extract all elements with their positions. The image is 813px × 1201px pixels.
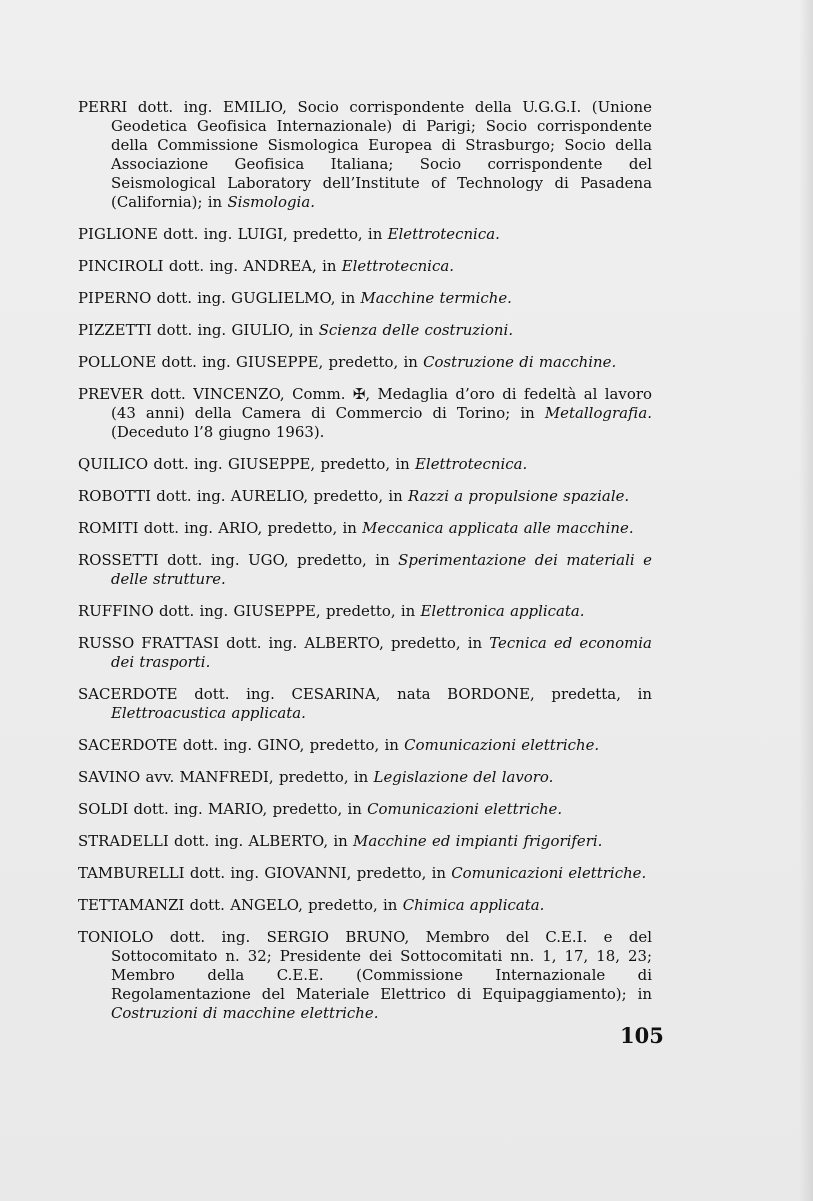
entry-subject: Elettrotecnica. <box>415 455 528 473</box>
entry-first-name: GIOVANNI, <box>264 864 352 882</box>
entry-title: dott. ing. <box>226 634 298 652</box>
directory-entry <box>78 864 652 883</box>
entry-surname: SAVINO <box>78 768 141 786</box>
entry-title: dott. ing. <box>182 736 253 754</box>
entry-title: dott. ing. <box>161 353 231 371</box>
entry-surname: RUFFINO <box>78 602 154 620</box>
entry-detail: predetto, in <box>328 353 418 371</box>
entry-first-name: GIUSEPPE, <box>236 353 324 371</box>
entry-detail: predetto, in <box>313 487 403 505</box>
entry-subject: Elettronica applicata. <box>420 602 585 620</box>
directory-entry <box>78 455 652 474</box>
entry-first-name: ALBERTO, <box>304 634 384 652</box>
entry-first-name: GUGLIELMO, <box>231 289 336 307</box>
entry-subject: Scienza delle costruzioni. <box>318 321 514 339</box>
entry-surname: PERRI <box>78 98 128 116</box>
entry-subject: Elettrotecnica. <box>341 257 454 275</box>
entry-detail: nata BORDONE, predetta, in <box>397 685 652 703</box>
directory-entry <box>78 896 652 915</box>
entry-first-name: AURELIO, <box>230 487 309 505</box>
entry-title: dott. ing. <box>194 685 275 703</box>
entry-surname: PIZZETTI <box>78 321 152 339</box>
entry-surname: ROSSETTI <box>78 551 159 569</box>
directory-entry <box>78 551 652 589</box>
entry-surname: POLLONE <box>78 353 157 371</box>
directory-entry <box>78 832 652 851</box>
directory-entry <box>78 928 652 1023</box>
entry-subject: Elettroacustica applicata. <box>111 704 306 722</box>
entry-subject: Legislazione del lavoro. <box>373 768 554 786</box>
directory-entry <box>78 353 652 372</box>
entry-subject: Macchine ed impianti frigoriferi. <box>353 832 603 850</box>
directory-entry <box>78 487 652 506</box>
entry-surname: PINCIROLI <box>78 257 164 275</box>
entry-subject: Costruzione di macchine. <box>423 353 617 371</box>
entry-first-name: ARIO, <box>218 519 263 537</box>
entry-detail-after: (Deceduto l’8 giugno 1963). <box>111 423 325 441</box>
entry-first-name: GIULIO, <box>231 321 294 339</box>
entry-first-name: GINO, <box>257 736 305 754</box>
page-edge-shadow <box>799 0 813 1201</box>
entry-first-name: MARIO, <box>208 800 268 818</box>
entry-subject: Macchine termiche. <box>360 289 512 307</box>
entry-surname: PIGLIONE <box>78 225 158 243</box>
entry-first-name: SERGIO BRUNO, <box>266 928 410 946</box>
entry-surname: TONIOLO <box>78 928 154 946</box>
page-number: 105 <box>620 1023 664 1048</box>
entry-title: dott. ing. <box>174 832 244 850</box>
entry-surname: SACERDOTE <box>78 685 178 703</box>
entry-title: dott. ing. <box>153 455 223 473</box>
entry-surname: RUSSO FRATTASI <box>78 634 220 652</box>
entry-subject: Comunicazioni elettriche. <box>367 800 563 818</box>
entry-first-name: GIUSEPPE, <box>233 602 321 620</box>
entry-detail: in <box>299 321 314 339</box>
entry-subject: Comunicazioni elettriche. <box>404 736 600 754</box>
entry-subject: Comunicazioni elettriche. <box>451 864 647 882</box>
entry-detail: predetto, in <box>325 602 416 620</box>
entry-title: dott. ing. <box>189 864 260 882</box>
entry-subject: Elettrotecnica. <box>387 225 500 243</box>
entry-surname: SOLDI <box>78 800 129 818</box>
entry-first-name: CESARINA, <box>291 685 381 703</box>
entry-first-name: ANDREA, <box>243 257 317 275</box>
entry-title: dott. ing. <box>133 800 203 818</box>
entry-first-name: LUIGI, <box>237 225 288 243</box>
directory-entry <box>78 289 652 308</box>
entry-detail: predetto, in <box>320 455 410 473</box>
entry-title: dott. <box>150 385 186 403</box>
entry-title: dott. ing. <box>156 487 226 505</box>
entry-detail: predetto, in <box>309 736 399 754</box>
entry-detail: Membro del C.E.I. e del Sottocomitato n. 32; Presidente dei Sottocomitati nn. 1, 17, 18, 23; Membro della C.E.E. (Commissione Internazionale di Regolamentazione del Materiale Elettrico di Equipaggiamento); in <box>111 928 653 1003</box>
entry-surname: SACERDOTE <box>78 736 178 754</box>
directory-entry-list <box>78 98 652 1036</box>
entry-subject: Costruzioni di macchine elettriche. <box>111 1004 379 1022</box>
directory-entry <box>78 98 652 212</box>
entry-detail: predetto, in <box>308 896 398 914</box>
directory-entry <box>78 602 652 621</box>
entry-subject: Tecnica ed economia dei trasporti. <box>111 634 652 671</box>
entry-surname: QUILICO <box>78 455 149 473</box>
directory-entry <box>78 225 652 244</box>
entry-title: dott. ing. <box>156 321 227 339</box>
entry-surname: PREVER <box>78 385 144 403</box>
entry-detail: predetto, in <box>272 800 362 818</box>
entry-surname: STRADELLI <box>78 832 169 850</box>
entry-subject: Razzi a propulsione spaziale. <box>408 487 630 505</box>
directory-entry <box>78 519 652 538</box>
entry-first-name: EMILIO, <box>222 98 287 116</box>
entry-subject: Chimica applicata. <box>402 896 545 914</box>
entry-detail: Socio corrispondente della U.G.G.I. (Unione Geodetica Geofisica Internazionale) di Parigi; Socio corrispondente della Commissione Sismologica Europea di Strasburgo; Socio della Associazione Geofisica Italiana; Socio corrispondente del Seismological Laboratory dell’Institute of Technology di Pasadena (California); in <box>111 98 652 211</box>
entry-detail: predetto, in <box>278 768 369 786</box>
entry-first-name: ALBERTO, <box>248 832 329 850</box>
entry-first-name: ANGELO, <box>230 896 303 914</box>
entry-title: dott. ing. <box>158 602 229 620</box>
entry-detail: predetto, in <box>267 519 357 537</box>
entry-title: dott. ing. <box>169 928 251 946</box>
entry-surname: TETTAMANZI <box>78 896 185 914</box>
entry-surname: TAMBURELLI <box>78 864 185 882</box>
entry-surname: PIPERNO <box>78 289 152 307</box>
directory-entry <box>78 800 652 819</box>
entry-detail: in <box>340 289 356 307</box>
entry-first-name: UGO, <box>248 551 289 569</box>
directory-entry <box>78 385 652 442</box>
directory-entry <box>78 768 652 787</box>
entry-first-name: MANFREDI, <box>179 768 274 786</box>
entry-detail: Comm. ✠, Medaglia d’oro di fedeltà al lavoro (43 anni) della Camera di Commercio di Torino; in <box>111 385 652 422</box>
entry-title: dott. ing. <box>143 519 213 537</box>
entry-detail: predetto, in <box>390 634 483 652</box>
entry-title: avv. <box>145 768 175 786</box>
directory-entry <box>78 321 652 340</box>
entry-subject: Meccanica applicata alle macchine. <box>362 519 634 537</box>
entry-detail: predetto, in <box>293 225 383 243</box>
directory-entry <box>78 685 652 723</box>
entry-subject: Sperimentazione dei materiali e delle strutture. <box>111 551 652 588</box>
entry-title: dott. ing. <box>137 98 213 116</box>
entry-surname: ROMITI <box>78 519 139 537</box>
entry-title: dott. <box>189 896 225 914</box>
entry-title: dott. ing. <box>168 257 239 275</box>
entry-title: dott. ing. <box>163 225 233 243</box>
directory-entry <box>78 634 652 672</box>
entry-first-name: VINCENZO, <box>193 385 285 403</box>
entry-title: dott. ing. <box>156 289 226 307</box>
directory-entry <box>78 257 652 276</box>
directory-entry <box>78 736 652 755</box>
entry-subject: Metallografia. <box>544 404 652 422</box>
entry-detail: predetto, in <box>297 551 390 569</box>
entry-detail: in <box>333 832 348 850</box>
entry-title: dott. ing. <box>167 551 240 569</box>
entry-subject: Sismologia. <box>227 193 315 211</box>
entry-surname: ROBOTTI <box>78 487 152 505</box>
entry-first-name: GIUSEPPE, <box>227 455 316 473</box>
entry-detail: in <box>322 257 337 275</box>
entry-detail: predetto, in <box>356 864 446 882</box>
